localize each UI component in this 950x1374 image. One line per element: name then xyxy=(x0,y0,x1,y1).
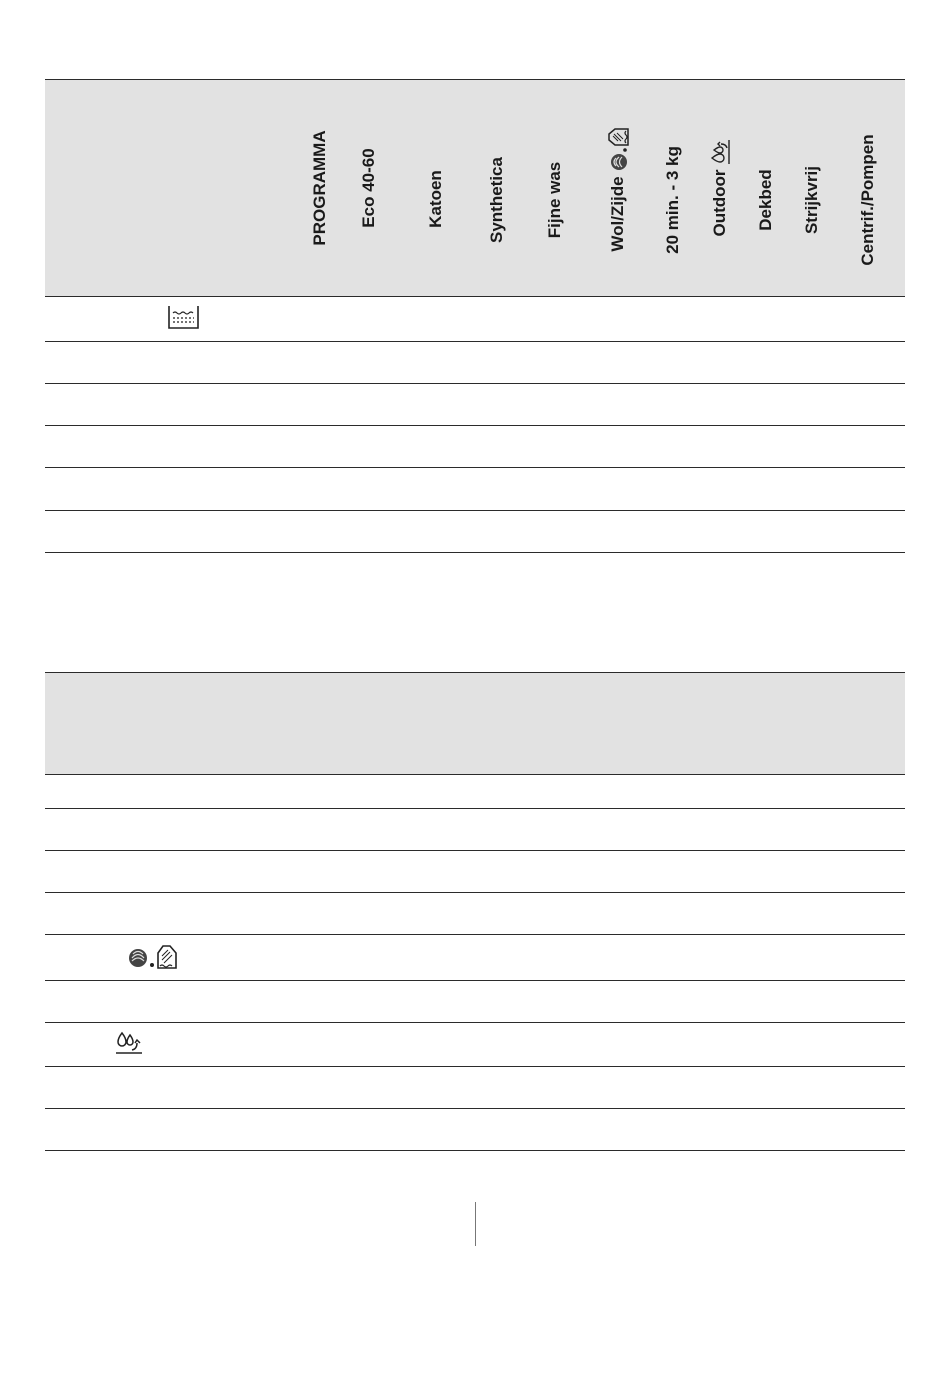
table-1-header-band xyxy=(45,80,905,296)
table-2-header-rule xyxy=(45,774,905,775)
column-label: Synthetica xyxy=(487,157,506,243)
table-2-row-rule xyxy=(45,980,905,981)
table-2-row-rule xyxy=(45,1022,905,1023)
wool-silk-icon xyxy=(606,124,630,172)
column-label: Outdoor xyxy=(710,169,729,237)
table-2-row-rule xyxy=(45,1150,905,1151)
table-1-top-rule xyxy=(45,79,905,80)
column-header-eco-40-60 xyxy=(359,88,379,288)
table-1-header-rule xyxy=(45,296,905,297)
column-label: Eco 40-60 xyxy=(359,148,378,228)
outdoor-icon xyxy=(709,139,731,165)
prewash-icon xyxy=(167,304,200,330)
column-label: Dekbed xyxy=(756,169,775,231)
programma-label: PROGRAMMA xyxy=(310,130,329,246)
column-label: Strijkvrij xyxy=(802,165,821,235)
column-label: 20 min. - 3 kg xyxy=(663,146,682,254)
column-label: Centrif./Pompen xyxy=(858,134,877,266)
table-2-header-band xyxy=(45,673,905,774)
table-2-row-rule xyxy=(45,850,905,851)
column-header-synthetica xyxy=(487,100,507,300)
table-1-row-rule xyxy=(45,341,905,342)
column-label: Wol/Zijde xyxy=(608,176,627,252)
table-1-row-rule xyxy=(45,425,905,426)
page-divider xyxy=(475,1202,476,1246)
column-header-20-min-3-kg xyxy=(663,100,683,300)
column-header-fijne-was xyxy=(545,100,565,300)
table-2-row-rule xyxy=(45,808,905,809)
table-2-top-rule xyxy=(45,672,905,673)
table-1-row-rule xyxy=(45,552,905,553)
column-header-wol-zijde xyxy=(608,88,628,288)
column-header-outdoor xyxy=(710,88,730,288)
programma-header xyxy=(310,88,330,288)
table-1-row-rule xyxy=(45,510,905,511)
table-2-row-rule xyxy=(45,1108,905,1109)
column-label: Fijne was xyxy=(545,161,564,239)
column-header-strijkvrij xyxy=(802,100,822,300)
column-header-katoen xyxy=(426,99,446,299)
column-label: Katoen xyxy=(426,170,445,228)
table-1-row-rule xyxy=(45,467,905,468)
wool-silk-icon xyxy=(127,943,181,971)
table-2-row-rule xyxy=(45,934,905,935)
outdoor-icon xyxy=(115,1030,143,1056)
table-1-row-rule xyxy=(45,383,905,384)
table-2-row-rule xyxy=(45,892,905,893)
column-header-dekbed xyxy=(756,100,776,300)
column-header-centrif-pompen xyxy=(858,100,878,300)
table-2-row-rule xyxy=(45,1066,905,1067)
